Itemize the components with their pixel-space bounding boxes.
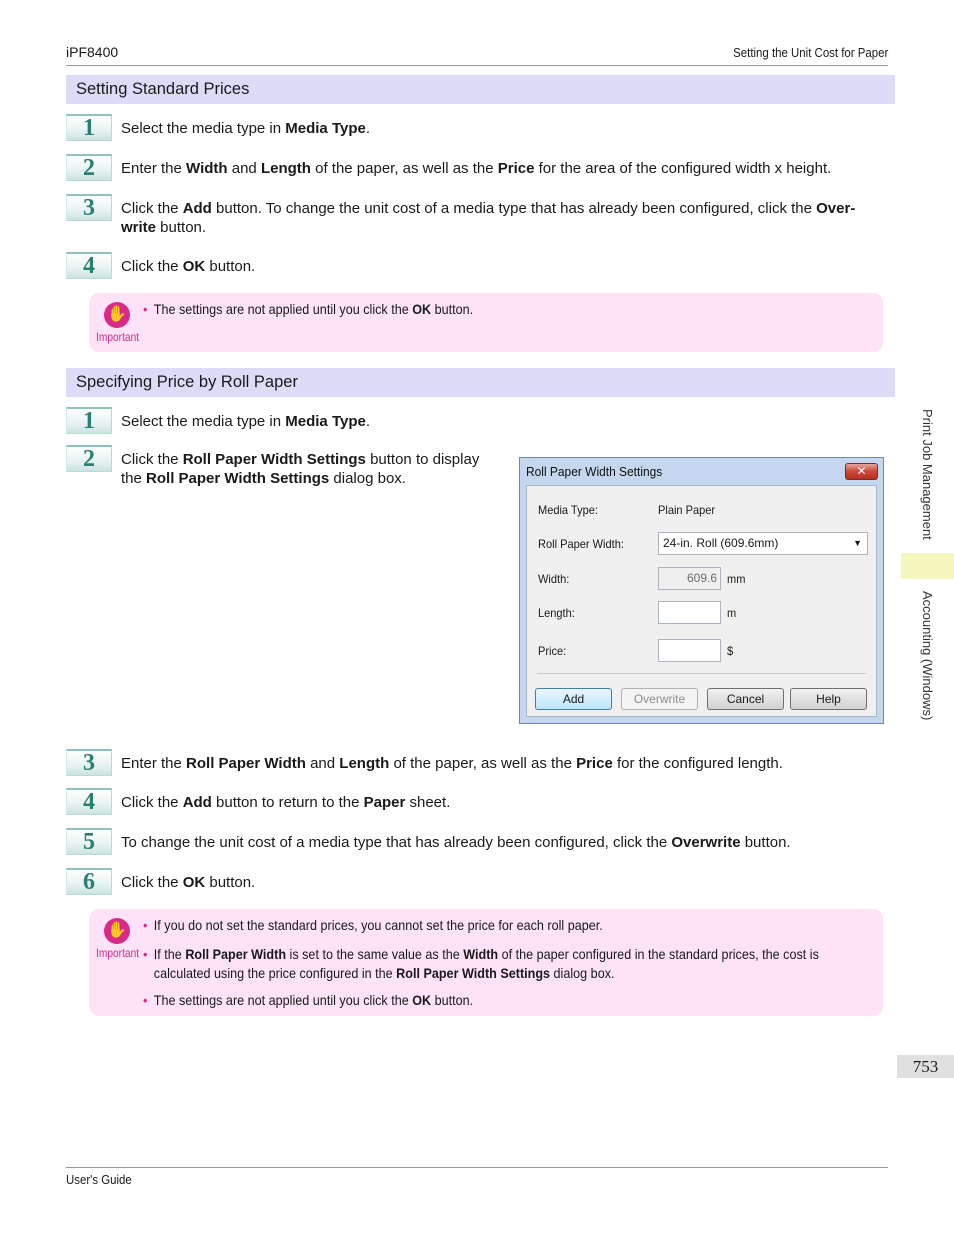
overwrite-button[interactable]: Overwrite bbox=[621, 688, 698, 710]
important-label: Important bbox=[96, 946, 140, 960]
hand-stop-icon: ✋ bbox=[104, 302, 130, 328]
important-note bbox=[89, 909, 883, 1016]
bullet-icon: • bbox=[143, 992, 148, 1008]
step-number: 4 bbox=[66, 252, 112, 279]
section-title-standard-prices: Setting Standard Prices bbox=[66, 75, 895, 104]
roll-width-label: Roll Paper Width: bbox=[538, 537, 624, 551]
step-text: To change the unit cost of a media type that has already been configured, click the Overwrite button. bbox=[121, 834, 791, 851]
step-number: 3 bbox=[66, 749, 112, 776]
cancel-button[interactable]: Cancel bbox=[707, 688, 784, 710]
step-text: Click the Add button. To change the unit cost of a media type that has already been configured, click the Over- write button. bbox=[121, 200, 856, 236]
length-unit: m bbox=[727, 606, 737, 620]
step-number: 5 bbox=[66, 828, 112, 855]
media-type-label: Media Type: bbox=[538, 503, 598, 517]
bullet-icon: • bbox=[143, 917, 148, 933]
step-number: 6 bbox=[66, 868, 112, 895]
step-number: 4 bbox=[66, 788, 112, 815]
important-label: Important bbox=[96, 330, 140, 344]
step-text: Click the Roll Paper Width Settings button to display the Roll Paper Width Settings dialog box. bbox=[121, 451, 480, 487]
price-unit: $ bbox=[727, 644, 734, 658]
hand-stop-icon: ✋ bbox=[104, 918, 130, 944]
step-text: Click the OK button. bbox=[121, 874, 256, 891]
step-text: Select the media type in Media Type. bbox=[121, 120, 371, 137]
side-tab-accounting-windows[interactable]: Accounting (Windows) bbox=[920, 591, 935, 721]
dialog-body bbox=[526, 485, 877, 717]
footer-title: User's Guide bbox=[66, 1172, 132, 1187]
header-divider bbox=[66, 65, 888, 66]
side-tab-print-job-management[interactable]: Print Job Management bbox=[920, 409, 935, 540]
step-text: Enter the Width and Length of the paper, as well as the Price for the area of the configured width x height. bbox=[121, 160, 832, 177]
note-item: • The settings are not applied until you click the OK button. bbox=[143, 301, 474, 317]
side-tab-marker bbox=[901, 553, 954, 579]
note-item: • If you do not set the standard prices, you cannot set the price for each roll paper. bbox=[143, 917, 603, 933]
price-field[interactable] bbox=[658, 639, 721, 662]
running-title: Setting the Unit Cost for Paper bbox=[732, 45, 888, 60]
help-button[interactable]: Help bbox=[790, 688, 867, 710]
add-button[interactable]: Add bbox=[535, 688, 612, 710]
page-number: 753 bbox=[897, 1055, 954, 1078]
important-note bbox=[89, 293, 883, 352]
note-item: • The settings are not applied until you click the OK button. bbox=[143, 992, 474, 1008]
width-field[interactable]: 609.6 bbox=[658, 567, 721, 590]
step-number: 1 bbox=[66, 407, 112, 434]
step-number: 1 bbox=[66, 114, 112, 141]
roll-paper-width-dialog bbox=[519, 457, 884, 724]
media-type-value: Plain Paper bbox=[658, 503, 716, 517]
length-label: Length: bbox=[538, 606, 575, 620]
length-field[interactable] bbox=[658, 601, 721, 624]
bullet-icon: • bbox=[143, 301, 148, 317]
step-text: Select the media type in Media Type. bbox=[121, 413, 371, 430]
chevron-down-icon: ▼ bbox=[853, 538, 862, 548]
step-number: 3 bbox=[66, 194, 112, 221]
roll-width-select[interactable]: 24-in. Roll (609.6mm) ▼ bbox=[658, 532, 868, 555]
width-label: Width: bbox=[538, 572, 570, 586]
price-label: Price: bbox=[538, 644, 567, 658]
note-item: • If the Roll Paper Width is set to the same value as the Width of the paper configured in the standard prices, the cost is calculated using the price configured in the Roll Paper Width Settings dialog box. bbox=[143, 946, 819, 981]
step-text: Click the Add button to return to the Paper sheet. bbox=[121, 794, 451, 811]
step-number: 2 bbox=[66, 445, 112, 472]
close-icon[interactable]: ✕ bbox=[845, 463, 878, 480]
footer-divider bbox=[66, 1167, 888, 1168]
section-title-roll-paper: Specifying Price by Roll Paper bbox=[66, 368, 895, 397]
step-text: Click the OK button. bbox=[121, 258, 256, 275]
step-number: 2 bbox=[66, 154, 112, 181]
document-model: iPF8400 bbox=[66, 44, 119, 60]
step-text: Enter the Roll Paper Width and Length of the paper, as well as the Price for the configured length. bbox=[121, 755, 783, 772]
bullet-icon: • bbox=[143, 946, 148, 962]
dialog-title: Roll Paper Width Settings bbox=[526, 464, 663, 479]
dialog-divider bbox=[537, 673, 866, 674]
width-unit: mm bbox=[727, 572, 746, 586]
